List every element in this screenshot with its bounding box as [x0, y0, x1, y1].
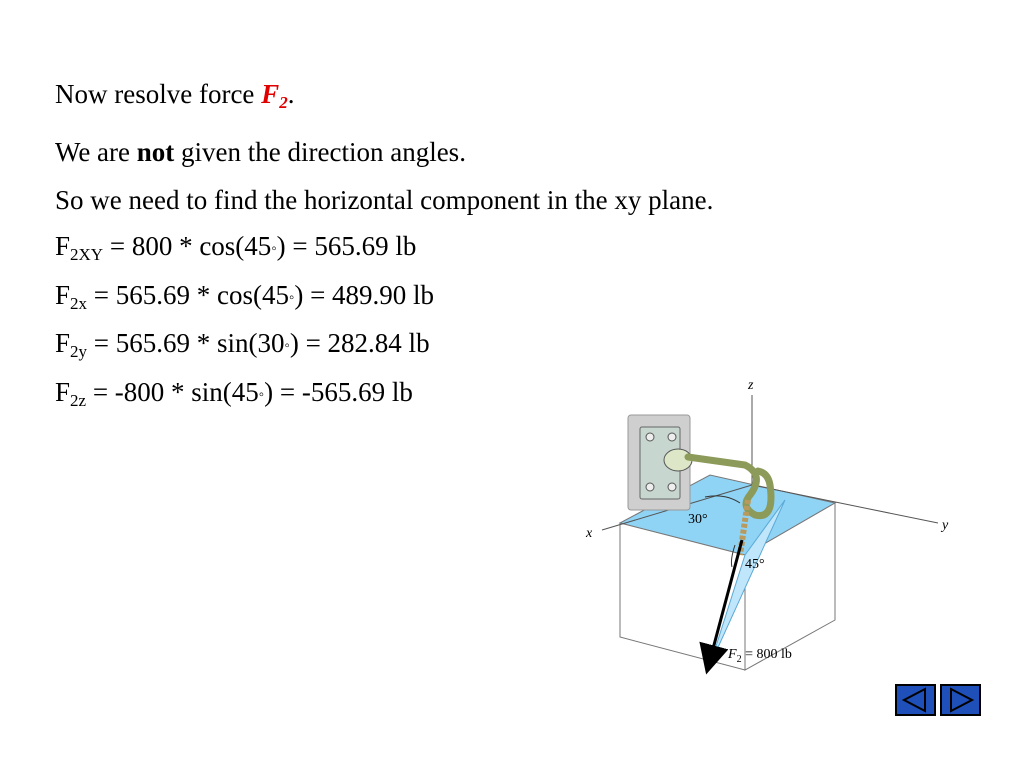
force-label: $F_2 = 800$ lb [728, 647, 792, 665]
line-find-horizontal: So we need to find the horizontal component in the xy plane. [55, 185, 714, 215]
force-diagram [580, 375, 960, 675]
equation-f2y: $F_{2y} = 565.69$ * sin(30◦) = 282.84 lb [55, 328, 430, 361]
next-slide-button[interactable] [940, 684, 981, 716]
triangle-right-icon [942, 686, 979, 714]
angle-label-45: 45° [745, 557, 765, 572]
equation-f2x: $F_{2x} = 565.69$ * cos(45◦) = 489.90 lb [55, 280, 435, 313]
axis-x-label: x [586, 526, 593, 541]
axis-z-label: z [748, 378, 754, 393]
text-fragment: . [287, 79, 295, 109]
wall-mount-plate [628, 415, 692, 510]
line-resolve-force [55, 78, 294, 110]
emphasis-not: not [136, 137, 175, 167]
equation-f2z: $F_{2z} = -800$ * sin(45◦) = -565.69 lb [55, 377, 413, 410]
triangle-left-icon [897, 686, 934, 714]
equation-f2xy: $F_{2XY} = 800$ * cos(45◦) = 565.69 lb [55, 231, 417, 264]
angle-label-30: 30° [688, 512, 708, 527]
text-fragment: Now resolve force [55, 79, 262, 109]
axis-y-label: y [942, 518, 949, 533]
force-symbol: $F_2$ [261, 79, 288, 112]
previous-slide-button[interactable] [895, 684, 936, 716]
line-not-given: We are not given the direction angles. [55, 137, 466, 167]
